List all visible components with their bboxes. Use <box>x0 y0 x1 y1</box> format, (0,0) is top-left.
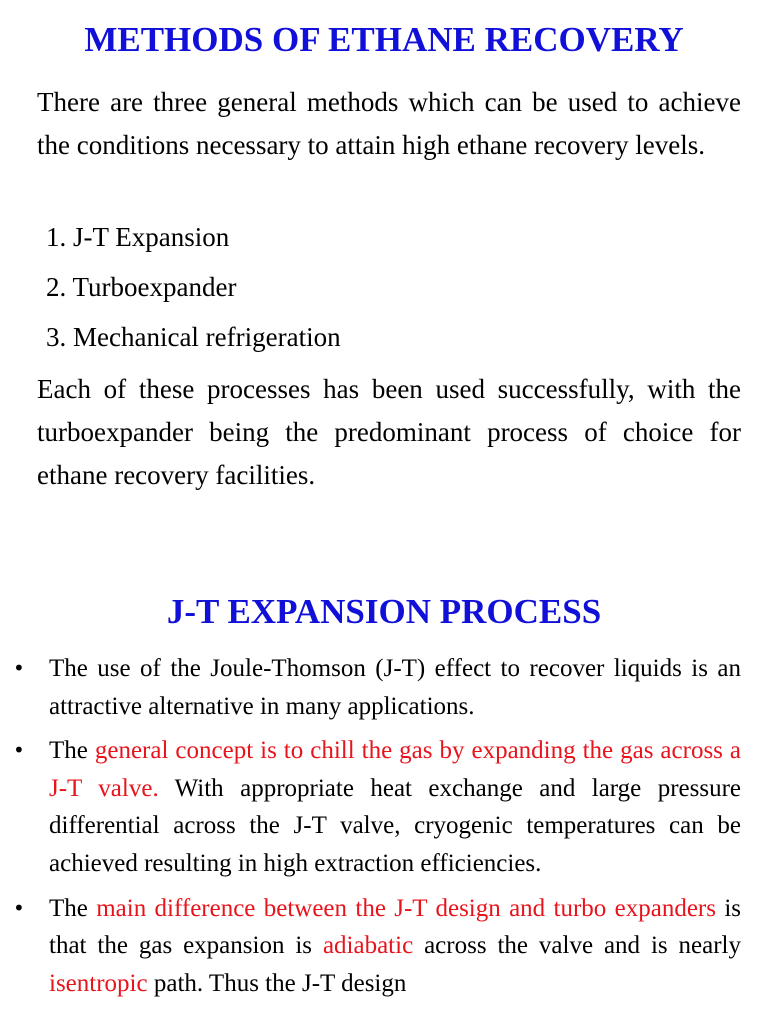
bullet-item-2 <box>0 732 741 882</box>
section-title-methods: METHODS OF ETHANE RECOVERY <box>84 20 684 59</box>
bullet-text: The <box>49 737 95 765</box>
list-item-mechanical-refrigeration: 3. Mechanical refrigeration <box>46 322 341 352</box>
bullet-text: across the valve and is nearly <box>413 932 741 960</box>
bullet-text: The <box>49 894 97 922</box>
bullet-dot-icon: • <box>13 656 25 680</box>
intro-paragraph: There are three general methods which can be used to achieve the conditions necessary to attain high ethane recovery levels. <box>37 87 741 160</box>
bullet-list <box>0 650 768 1009</box>
bullet-dot-icon: • <box>13 738 25 763</box>
bullet-item-1 <box>0 650 741 725</box>
list-item-turboexpander: 2. Turboexpander <box>46 272 237 302</box>
bullet-text: is that the gas expansion is <box>49 894 741 960</box>
bullet-text: path. Thus the J-T design <box>147 969 407 997</box>
outro-paragraph: Each of these processes has been used successfully, with the turboexpander being the predominant process of choice for ethane recovery facilities. <box>37 374 741 490</box>
highlighted-text: general concept is to chill the gas by expanding the gas across a J-T valve. <box>49 737 741 802</box>
highlighted-text: adiabatic <box>322 932 414 960</box>
highlighted-text: isentropic <box>49 969 148 997</box>
list-item-jt-expansion: 1. J-T Expansion <box>46 222 230 252</box>
bullet-text: With appropriate heat exchange and large pressure differential across the J-T valve, cryogenic temperatures can be achieved resulting in high extraction efficiencies. <box>49 774 741 877</box>
bullet-text: The use of the Joule-Thomson (J-T) effect to recover liquids is an attractive alternative in many applications. <box>49 655 741 720</box>
bullet-item-3 <box>0 890 741 1003</box>
section-title-jt-expansion: J-T EXPANSION PROCESS <box>166 592 602 631</box>
highlighted-text: main difference between the J-T design and turbo expanders <box>96 894 716 922</box>
bullet-dot-icon: • <box>13 895 25 920</box>
